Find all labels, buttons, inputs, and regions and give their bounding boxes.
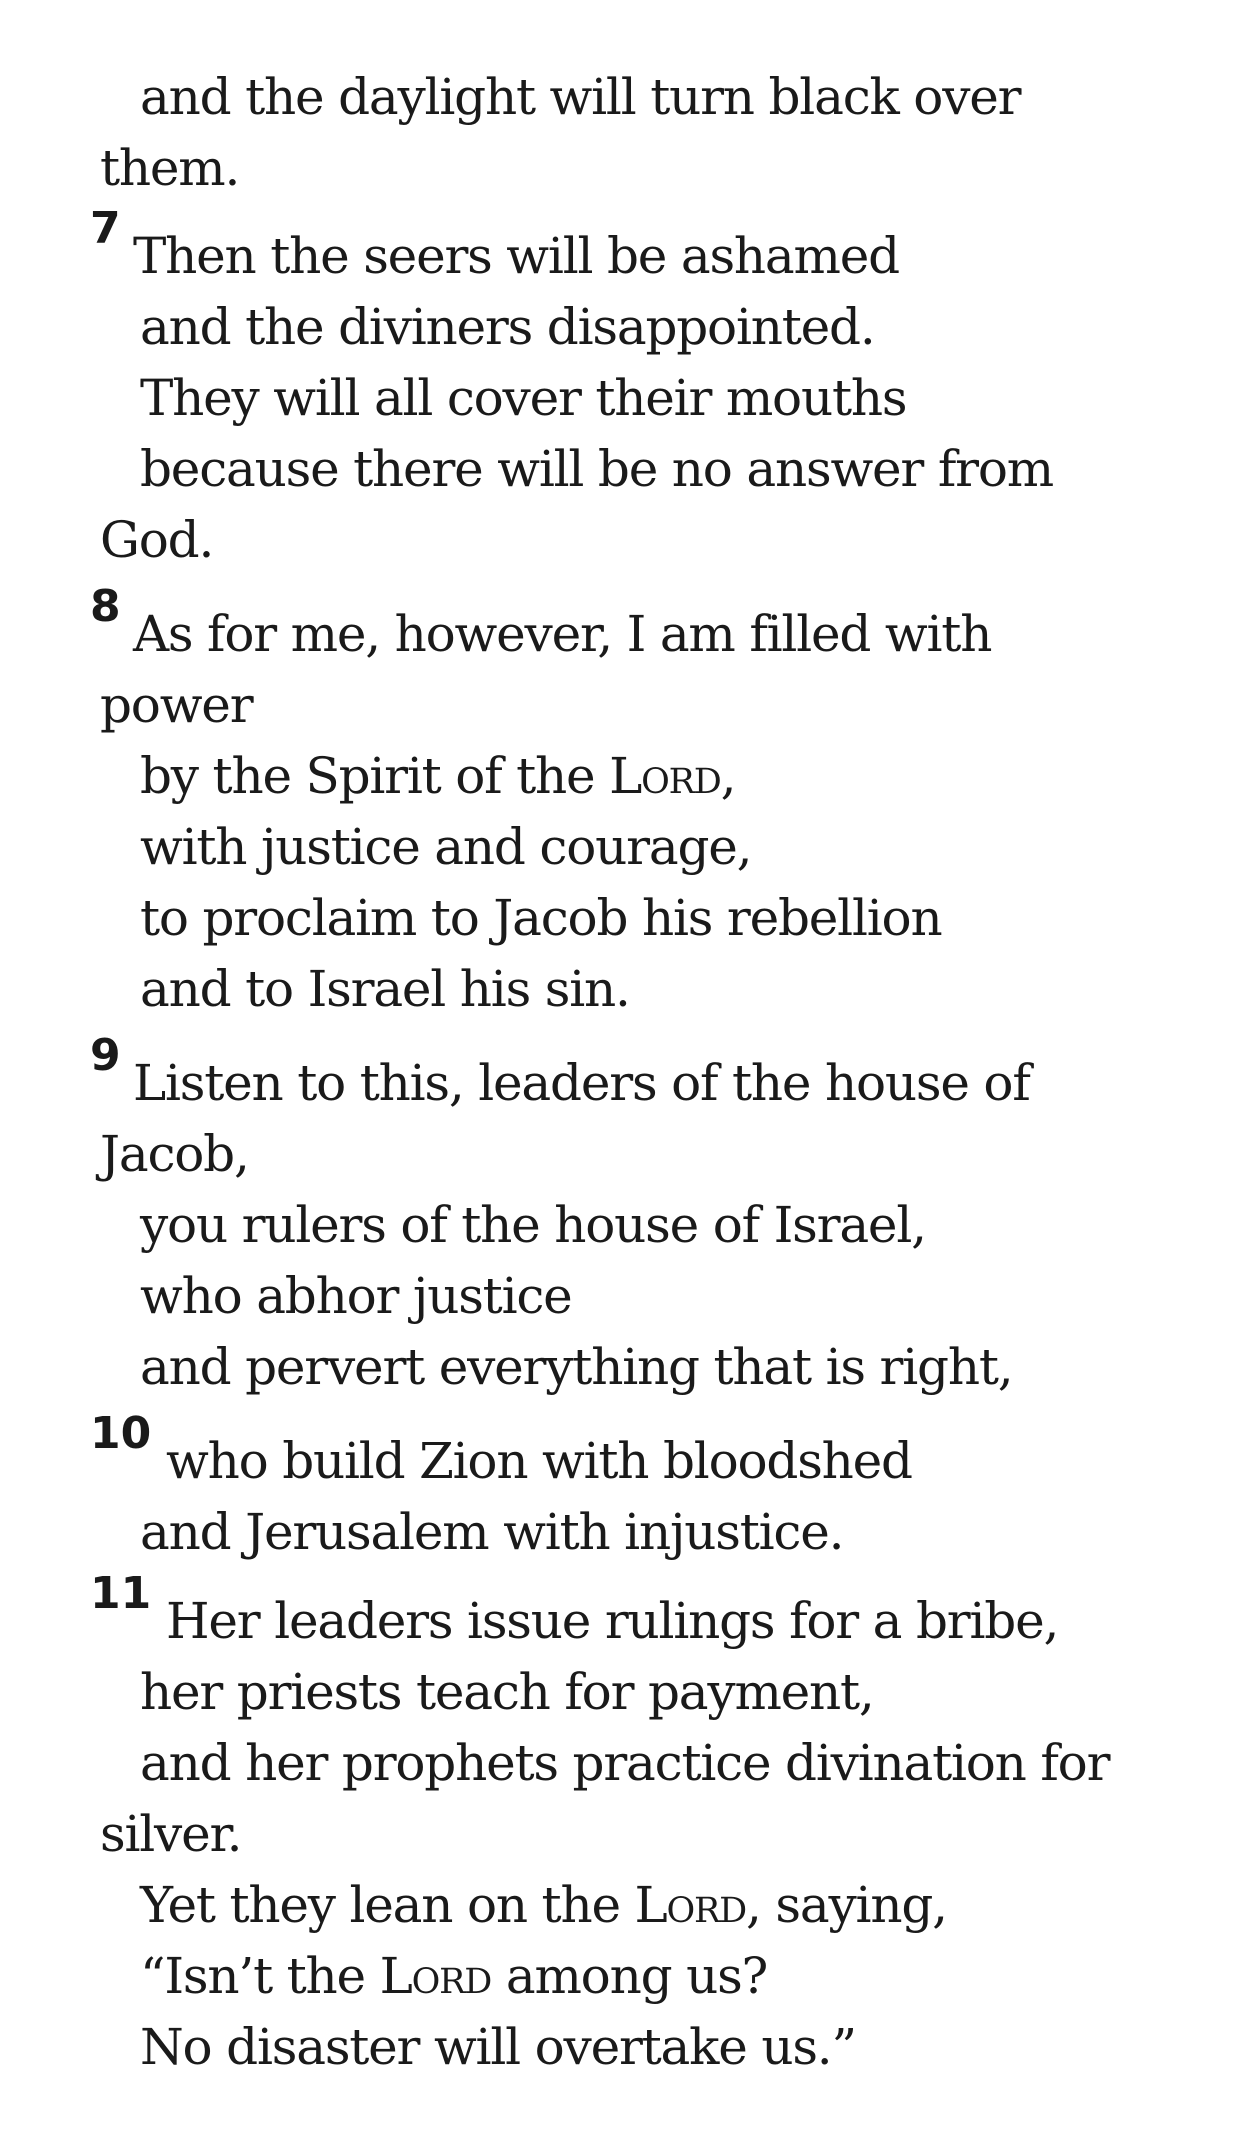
verse-9-line: who abhor justice [140, 1267, 572, 1325]
verse-11-line: and her prophets practice divination for [140, 1734, 1110, 1792]
verse-6-line: them. [100, 139, 240, 197]
verse-7-line: God. [100, 511, 214, 569]
verse-number-9: 9 [90, 1030, 121, 1081]
verse-9-line: Jacob, [100, 1125, 249, 1183]
verse-7-line: and the diviners disappointed. [140, 298, 875, 356]
verse-9-line: Listen to this, leaders of the house of [133, 1054, 1030, 1112]
verse-11-line: No disaster will overtake us.” [140, 2018, 856, 2076]
verse-11-text: among us? [491, 1947, 768, 2005]
verse-11-line: Her leaders issue rulings for a bribe, [166, 1592, 1059, 1650]
verse-6-line: and the daylight will turn black over [140, 68, 1021, 126]
verse-11-line: her priests teach for payment, [140, 1663, 874, 1721]
verse-8-line: power [100, 676, 253, 734]
verse-11-line [140, 1946, 767, 2006]
verse-11-text: “Isn’t the [140, 1947, 380, 2005]
verse-9-line: and pervert everything that is right, [140, 1338, 1013, 1396]
verse-8-line: to proclaim to Jacob his rebellion [140, 889, 942, 947]
verse-8-text: , [720, 747, 736, 805]
verse-number-8: 8 [90, 581, 121, 632]
verse-11-line [140, 1875, 947, 1935]
verse-11-text: Yet they lean on the [140, 1876, 635, 1934]
verse-7-line: They will all cover their mouths [140, 369, 907, 427]
verse-11-line: silver. [100, 1805, 242, 1863]
lord-small-caps: Lord [609, 747, 721, 805]
verse-number-10: 10 [90, 1408, 152, 1459]
verse-8-line: As for me, however, I am filled with [133, 605, 992, 663]
verse-8-line [140, 746, 735, 806]
verse-10-line: and Jerusalem with injustice. [140, 1503, 844, 1561]
verse-number-7: 7 [90, 203, 121, 254]
verse-7-line: because there will be no answer from [140, 440, 1053, 498]
verse-8-line: with justice and courage, [140, 818, 752, 876]
verse-11-text: , saying, [746, 1876, 947, 1934]
verse-9-line: you rulers of the house of Israel, [140, 1196, 926, 1254]
verse-7-line: Then the seers will be ashamed [133, 227, 899, 285]
lord-small-caps: Lord [634, 1876, 747, 1934]
verse-8-text: by the Spirit of the [140, 747, 610, 805]
lord-small-caps: Lord [379, 1947, 492, 2005]
verse-8-line: and to Israel his sin. [140, 960, 630, 1018]
verse-10-line: who build Zion with bloodshed [166, 1432, 912, 1490]
verse-number-11: 11 [90, 1568, 152, 1619]
